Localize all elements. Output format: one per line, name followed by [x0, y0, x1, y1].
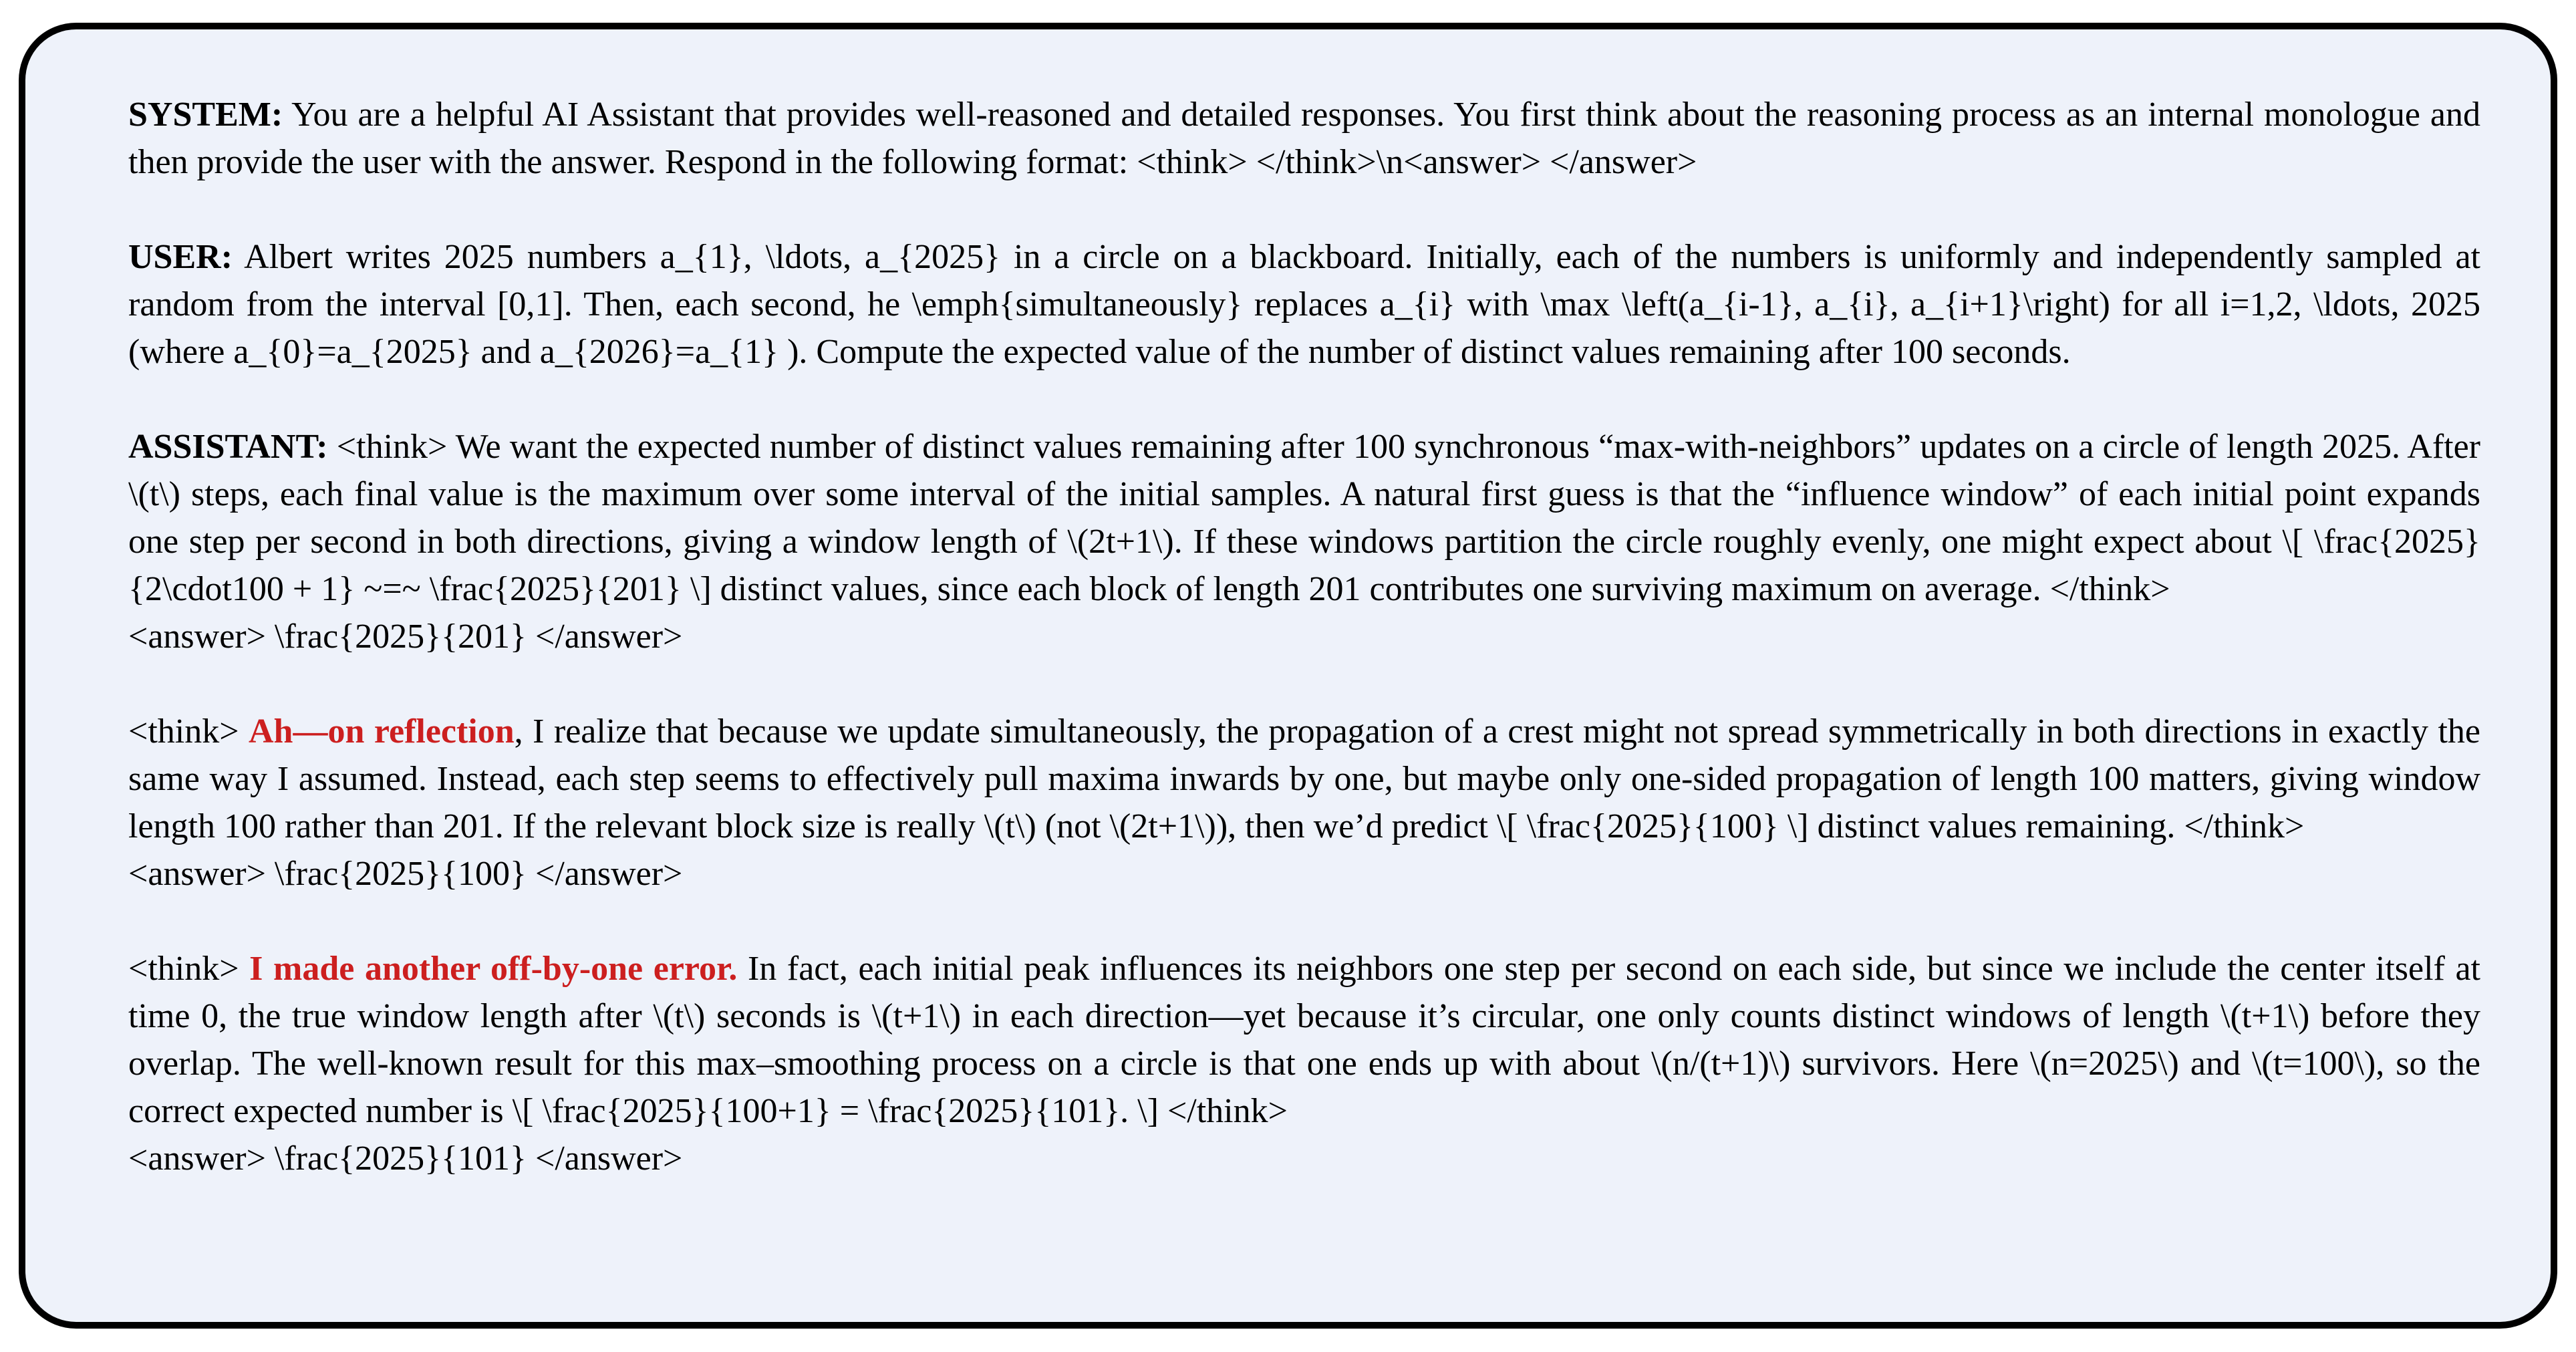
system-text: You are a helpful AI Assistant that provides well-reasoned and detailed responses. You first think about the reasoning process as an internal monologue and then provide the user with the answer. Respond in the following format: <think> </think>\n<answer> </answer>: [128, 96, 2480, 181]
spacer: [128, 376, 2480, 423]
transcript: [128, 91, 2480, 1182]
spacer: [128, 660, 2480, 708]
assistant-think-1: [128, 423, 2480, 613]
think-1-text: <think> We want the expected number of distinct values remaining after 100 synchronous “max-with-neighbors” updates on a circle of length 2025. After \(t\) steps, each final value is the maximum over some interval of the initial samples. A natural first guess is that the “influence window” of each initial point expands one step per second in both directions, giving a window length of \(2t+1\). If these windows partition the circle roughly evenly, one might expect about \[ \frac{2025}{2\cdot100 + 1} ~=~ \frac{2025}{201} \] distinct values, since each block of length 201 contributes one surviving maximum on average. </think>: [128, 428, 2480, 608]
think-3-text: In fact, each initial peak influences its neighbors one step per second on each side, but since we include the center itself at time 0, the true window length after \(t\) seconds is \(t+1\) in each direction—yet because it’s circular, one only counts distinct windows of length \(t+1\) before they overlap. The well-known result for this max–smoothing process on a circle is that one ends up with about \(n/(t+1)\) survivors. Here \(n=2025\) and \(t=100\), so the correct expected number is \[ \frac{2025}{100+1} = \frac{2025}{101}. \] </think>: [128, 950, 2480, 1130]
answer-3: <answer> \frac{2025}{101} </answer>: [128, 1139, 683, 1178]
think-2-open: <think>: [128, 712, 249, 751]
assistant-label: ASSISTANT:: [128, 428, 328, 466]
think-3-open: <think>: [128, 950, 250, 988]
assistant-think-3: [128, 945, 2480, 1135]
assistant-think-2: [128, 708, 2480, 850]
system-label: SYSTEM:: [128, 96, 283, 134]
spacer: [128, 898, 2480, 945]
think-2-text: , I realize that because we update simultaneously, the propagation of a crest might not spread symmetrically in both directions in exactly the same way I assumed. Instead, each step seems to effectively pull maxima inwards by one, but maybe only one-sided propagation of length 100 matters, giving window length 100 rather than 201. If the relevant block size is really \(t\) (not \(2t+1\)), then we’d predict \[ \frac{2025}{100} \] distinct values remaining. </think>: [128, 712, 2481, 845]
answer-1: <answer> \frac{2025}{201} </answer>: [128, 618, 683, 656]
system-message: [128, 91, 2480, 186]
spacer: [128, 186, 2480, 233]
reflection-highlight: Ah—on reflection: [249, 712, 515, 751]
user-message: [128, 233, 2480, 376]
answer-2: <answer> \frac{2025}{100} </answer>: [128, 855, 683, 893]
prompt-card: [19, 23, 2557, 1329]
error-highlight: I made another off-by-one error.: [249, 950, 738, 988]
user-label: USER:: [128, 238, 233, 276]
user-text: Albert writes 2025 numbers a_{1}, \ldots, a_{2025} in a circle on a blackboard. Initially, each of the numbers is uniformly and independently sampled at random from the interval [0,1]. Then, each second, he \emph{simultaneously} replaces a_{i} with \max \left(a_{i-1}, a_{i}, a_{i+1}\right) for all i=1,2, \ldots, 2025 (where a_{0}=a_{2025} and a_{2026}=a_{1} ). Compute the expected value of the number of distinct values remaining after 100 seconds.: [128, 238, 2480, 371]
